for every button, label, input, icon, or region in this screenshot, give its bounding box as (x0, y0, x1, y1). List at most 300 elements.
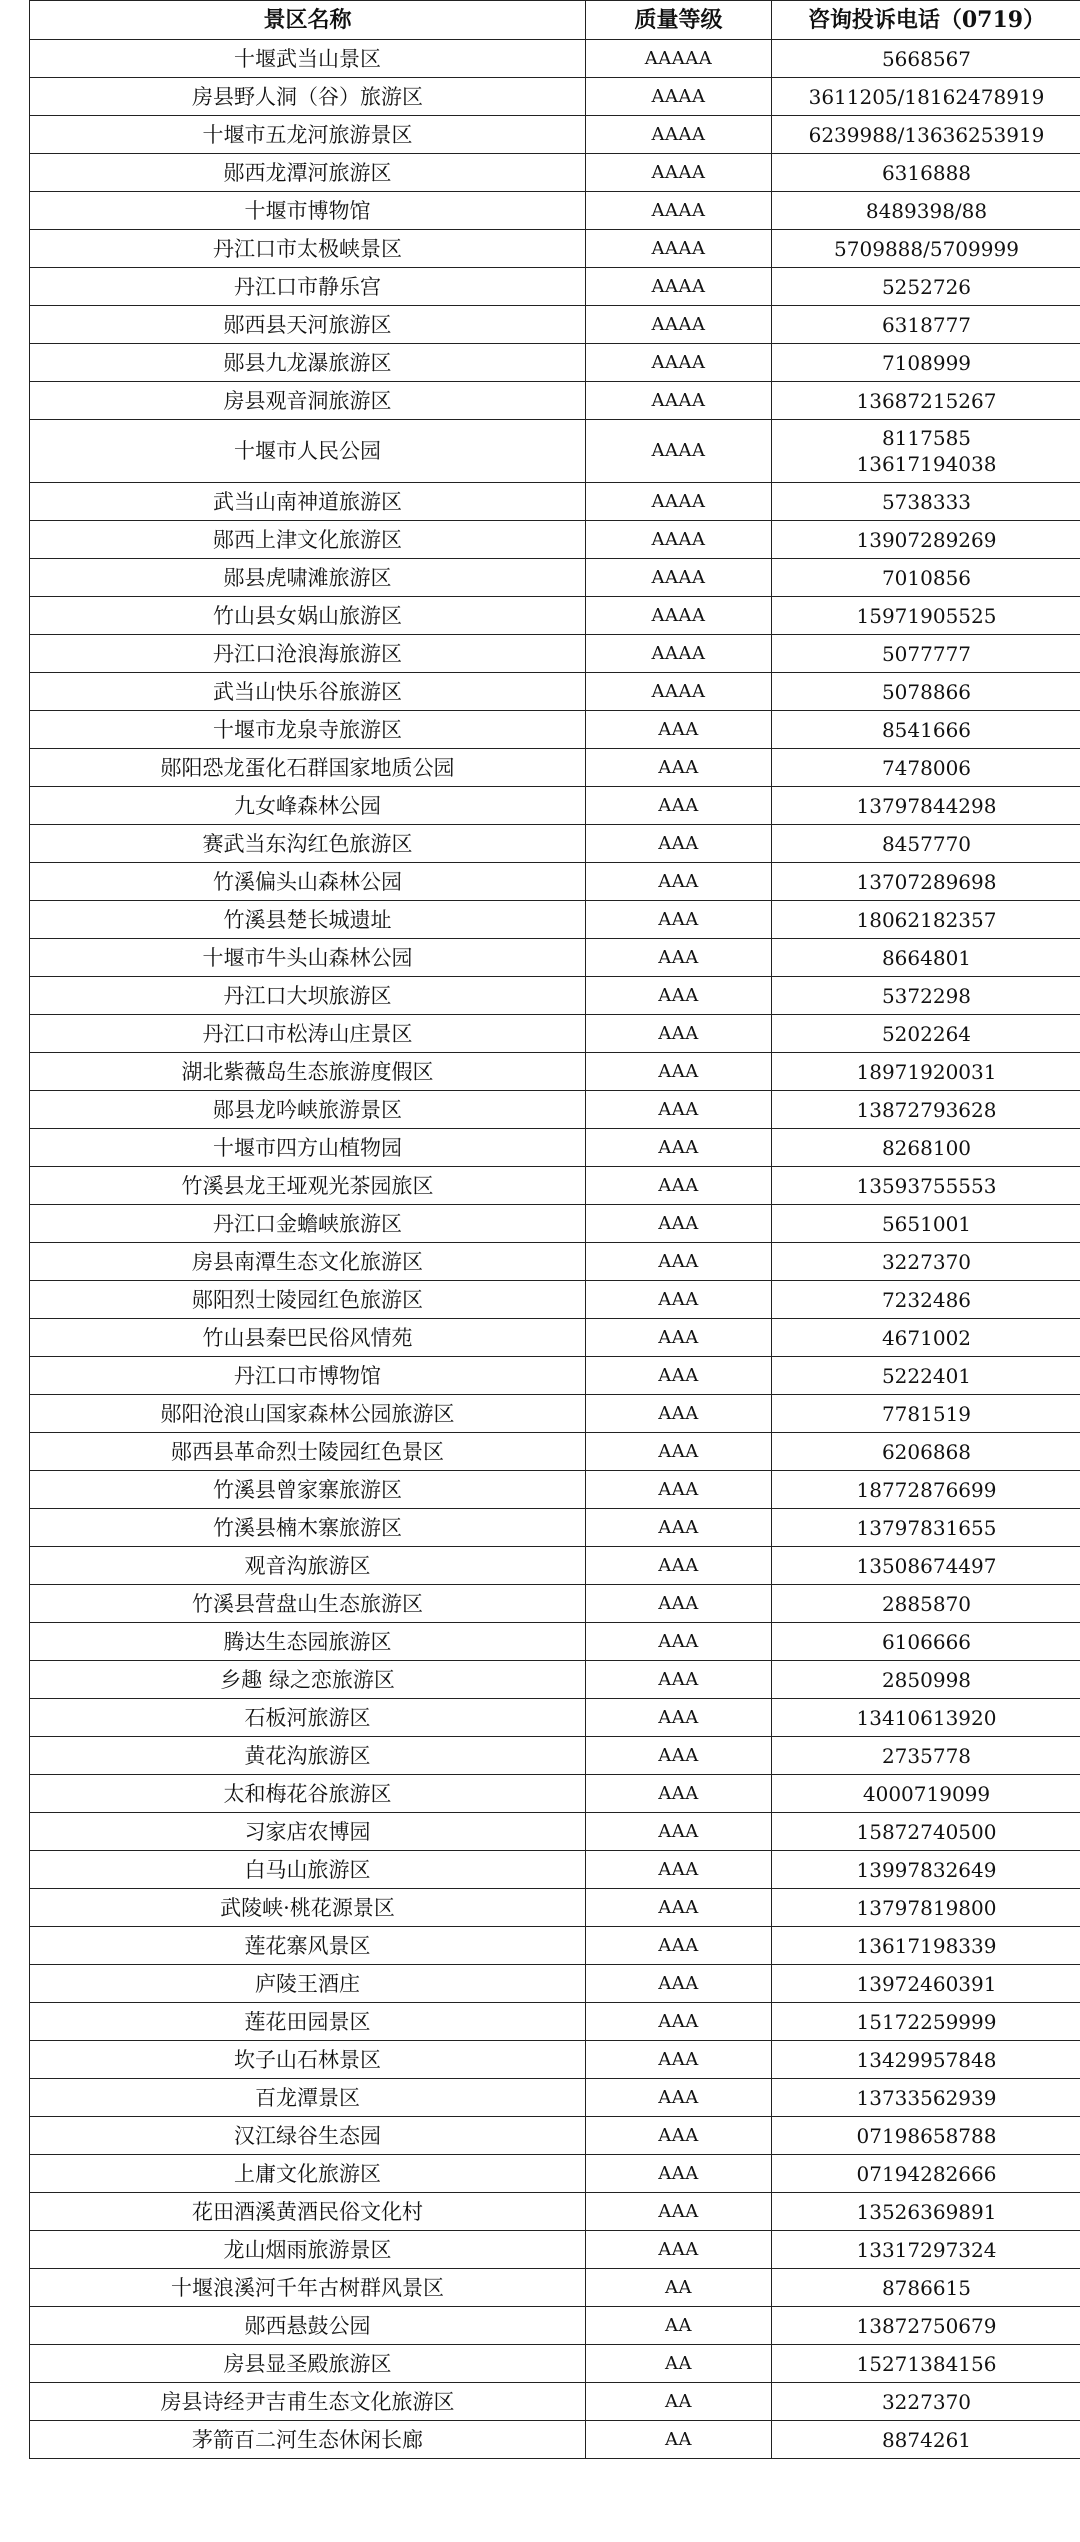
complaint-phone-cell (772, 635, 1080, 673)
complaint-phone-cell (772, 230, 1080, 268)
scenic-name-cell: 龙山烟雨旅游景区 (30, 2231, 586, 2269)
complaint-phone-cell (772, 863, 1080, 901)
phone-number: 5668567 (881, 46, 972, 71)
table-row (30, 192, 1080, 230)
table-row (30, 521, 1080, 559)
scenic-name-cell: 郧县虎啸滩旅游区 (30, 559, 586, 597)
phone-number: 4000719099 (862, 1781, 991, 1806)
phone-number: 6106666 (881, 1629, 972, 1654)
quality-grade-cell: AAA (586, 1053, 772, 1091)
quality-grade-cell: AAAA (586, 116, 772, 154)
scenic-name-cell: 武陵峡·桃花源景区 (30, 1889, 586, 1927)
table-row (30, 673, 1080, 711)
scenic-name-cell: 莲花田园景区 (30, 2003, 586, 2041)
quality-grade-cell: AAAA (586, 382, 772, 420)
quality-grade-cell: AAA (586, 1243, 772, 1281)
phone-number: 13797844298 (856, 793, 997, 818)
quality-grade-cell: AAAA (586, 78, 772, 116)
complaint-phone-cell (772, 673, 1080, 711)
phone-number: 8489398/88 (865, 198, 988, 223)
complaint-phone-cell (772, 1091, 1080, 1129)
complaint-phone-cell (772, 1471, 1080, 1509)
table-row (30, 635, 1080, 673)
phone-number: 18062182357 (856, 907, 997, 932)
phone-number: 7232486 (881, 1287, 972, 1312)
phone-number: 13907289269 (856, 527, 997, 552)
scenic-name-cell: 坎子山石林景区 (30, 2041, 586, 2079)
table-row (30, 2231, 1080, 2269)
table-row (30, 1015, 1080, 1053)
table-row (30, 1091, 1080, 1129)
quality-grade-cell: AAA (586, 1433, 772, 1471)
complaint-phone-cell (772, 1661, 1080, 1699)
scenic-name-cell: 上庸文化旅游区 (30, 2155, 586, 2193)
phone-number: 13593755553 (856, 1173, 997, 1198)
table-row (30, 1547, 1080, 1585)
quality-grade-cell: AAA (586, 2079, 772, 2117)
quality-grade-cell: AAA (586, 1471, 772, 1509)
phone-number: 18772876699 (856, 1477, 997, 1502)
complaint-phone-cell (772, 597, 1080, 635)
quality-grade-cell: AAAAA (586, 40, 772, 78)
phone-number: 13872793628 (856, 1097, 997, 1122)
quality-grade-cell: AAAA (586, 268, 772, 306)
quality-grade-cell: AA (586, 2345, 772, 2383)
scenic-name-cell: 乡趣 绿之恋旅游区 (30, 1661, 586, 1699)
table-row (30, 1965, 1080, 2003)
scenic-name-cell: 腾达生态园旅游区 (30, 1623, 586, 1661)
scenic-name-cell: 丹江口金蟾峡旅游区 (30, 1205, 586, 1243)
complaint-phone-cell (772, 1927, 1080, 1965)
quality-grade-cell: AAAA (586, 420, 772, 483)
scenic-name-cell: 竹山县女娲山旅游区 (30, 597, 586, 635)
table-row (30, 977, 1080, 1015)
scenic-name-cell: 房县南潭生态文化旅游区 (30, 1243, 586, 1281)
phone-number: 07198658788 (856, 2123, 997, 2148)
quality-grade-cell: AAA (586, 1129, 772, 1167)
quality-grade-cell: AAAA (586, 154, 772, 192)
scenic-name-cell: 郧阳恐龙蛋化石群国家地质公园 (30, 749, 586, 787)
complaint-phone-cell (772, 1623, 1080, 1661)
complaint-phone-cell (772, 1129, 1080, 1167)
scenic-spot-table (29, 0, 1080, 2459)
complaint-phone-cell (772, 1851, 1080, 1889)
scenic-name-cell: 十堰武当山景区 (30, 40, 586, 78)
complaint-phone-cell (772, 787, 1080, 825)
scenic-name-cell: 郧阳沧浪山国家森林公园旅游区 (30, 1395, 586, 1433)
phone-number: 6316888 (881, 160, 972, 185)
table-row (30, 2383, 1080, 2421)
quality-grade-cell: AAA (586, 1623, 772, 1661)
scenic-name-cell: 石板河旅游区 (30, 1699, 586, 1737)
table-row (30, 1775, 1080, 1813)
table-row (30, 116, 1080, 154)
quality-grade-cell: AAAA (586, 483, 772, 521)
phone-number: 6318777 (881, 312, 972, 337)
complaint-phone-cell (772, 483, 1080, 521)
quality-grade-cell: AAA (586, 2003, 772, 2041)
scenic-name-cell: 十堰市博物馆 (30, 192, 586, 230)
quality-grade-cell: AAA (586, 711, 772, 749)
scenic-name-cell: 丹江口市松涛山庄景区 (30, 1015, 586, 1053)
scenic-name-cell: 郧县龙吟峡旅游景区 (30, 1091, 586, 1129)
table-row (30, 2079, 1080, 2117)
header-complaint-phone: 咨询投诉电话（0719） (772, 1, 1080, 40)
phone-number: 5738333 (881, 489, 972, 514)
phone-number: 13687215267 (856, 388, 997, 413)
quality-grade-cell: AAA (586, 977, 772, 1015)
scenic-name-cell: 九女峰森林公园 (30, 787, 586, 825)
table-row (30, 1471, 1080, 1509)
table-row (30, 1661, 1080, 1699)
complaint-phone-cell (772, 1167, 1080, 1205)
complaint-phone-cell (772, 2155, 1080, 2193)
scenic-name-cell: 房县显圣殿旅游区 (30, 2345, 586, 2383)
complaint-phone-cell (772, 977, 1080, 1015)
phone-number: 13972460391 (856, 1971, 997, 1996)
scenic-name-cell: 汉江绿谷生态园 (30, 2117, 586, 2155)
scenic-name-cell: 莲花寨风景区 (30, 1927, 586, 1965)
table-row (30, 2307, 1080, 2345)
complaint-phone-cell (772, 1395, 1080, 1433)
phone-number: 6239988/13636253919 (808, 122, 1045, 147)
scenic-name-cell: 赛武当东沟红色旅游区 (30, 825, 586, 863)
scenic-name-cell: 丹江口市静乐宫 (30, 268, 586, 306)
table-row (30, 1319, 1080, 1357)
table-row (30, 1433, 1080, 1471)
quality-grade-cell: AAA (586, 2231, 772, 2269)
complaint-phone-cell (772, 1243, 1080, 1281)
phone-number: 5252726 (881, 274, 972, 299)
scenic-name-cell: 房县观音洞旅游区 (30, 382, 586, 420)
table-row (30, 1889, 1080, 1927)
quality-grade-cell: AAA (586, 1509, 772, 1547)
quality-grade-cell: AAAA (586, 521, 772, 559)
phone-number: 5078866 (881, 679, 972, 704)
quality-grade-cell: AAA (586, 2041, 772, 2079)
phone-number: 3227370 (881, 1249, 972, 1274)
quality-grade-cell: AAA (586, 1889, 772, 1927)
table-row (30, 1281, 1080, 1319)
table-row (30, 40, 1080, 78)
scenic-name-cell: 庐陵王酒庄 (30, 1965, 586, 2003)
table-row (30, 1737, 1080, 1775)
table-row (30, 863, 1080, 901)
complaint-phone-cell (772, 1965, 1080, 2003)
complaint-phone-cell (772, 1737, 1080, 1775)
complaint-phone-cell (772, 344, 1080, 382)
quality-grade-cell: AAA (586, 1965, 772, 2003)
phone-number: 3611205/18162478919 (808, 84, 1045, 109)
quality-grade-cell: AAA (586, 863, 772, 901)
phone-number: 7010856 (881, 565, 972, 590)
table-row (30, 1813, 1080, 1851)
table-row (30, 2117, 1080, 2155)
complaint-phone-cell (772, 420, 1080, 483)
quality-grade-cell: AAA (586, 1319, 772, 1357)
scenic-name-cell: 丹江口大坝旅游区 (30, 977, 586, 1015)
phone-number: 13617198339 (856, 1933, 997, 1958)
phone-number: 13797819800 (856, 1895, 997, 1920)
phone-number: 4671002 (881, 1325, 972, 1350)
complaint-phone-cell (772, 1053, 1080, 1091)
complaint-phone-cell (772, 2307, 1080, 2345)
complaint-phone-cell (772, 1433, 1080, 1471)
complaint-phone-cell (772, 2003, 1080, 2041)
complaint-phone-cell (772, 116, 1080, 154)
complaint-phone-cell (772, 268, 1080, 306)
quality-grade-cell: AAA (586, 1927, 772, 1965)
table-row (30, 1851, 1080, 1889)
phone-number: 13317297324 (856, 2237, 997, 2262)
scenic-name-cell: 武当山南神道旅游区 (30, 483, 586, 521)
table-row (30, 711, 1080, 749)
scenic-name-cell: 花田酒溪黄酒民俗文化村 (30, 2193, 586, 2231)
complaint-phone-cell (772, 1319, 1080, 1357)
complaint-phone-cell (772, 306, 1080, 344)
table-row (30, 2269, 1080, 2307)
quality-grade-cell: AAA (586, 1699, 772, 1737)
phone-number: 13410613920 (856, 1705, 997, 1730)
quality-grade-cell: AAA (586, 825, 772, 863)
quality-grade-cell: AAA (586, 1851, 772, 1889)
table-row (30, 597, 1080, 635)
table-header-row (30, 1, 1080, 40)
scenic-name-cell: 湖北紫薇岛生态旅游度假区 (30, 1053, 586, 1091)
phone-number: 13872750679 (856, 2313, 997, 2338)
phone-number: 15271384156 (856, 2351, 997, 2376)
phone-number: 13526369891 (856, 2199, 997, 2224)
quality-grade-cell: AAA (586, 1547, 772, 1585)
phone-number: 8874261 (881, 2427, 972, 2452)
phone-number: 8786615 (881, 2275, 972, 2300)
quality-grade-cell: AAA (586, 1281, 772, 1319)
phone-number: 8117585 (881, 426, 972, 450)
phone-number: 7108999 (881, 350, 972, 375)
quality-grade-cell: AAA (586, 1015, 772, 1053)
quality-grade-cell: AAA (586, 1775, 772, 1813)
quality-grade-cell: AA (586, 2421, 772, 2459)
table-row (30, 1623, 1080, 1661)
quality-grade-cell: AAA (586, 1661, 772, 1699)
scenic-name-cell: 丹江口沧浪海旅游区 (30, 635, 586, 673)
quality-grade-cell: AAA (586, 939, 772, 977)
quality-grade-cell: AAA (586, 749, 772, 787)
table-row (30, 1395, 1080, 1433)
scenic-name-cell: 郧西上津文化旅游区 (30, 521, 586, 559)
complaint-phone-cell (772, 192, 1080, 230)
complaint-phone-cell (772, 2041, 1080, 2079)
complaint-phone-cell (772, 825, 1080, 863)
quality-grade-cell: AAA (586, 1205, 772, 1243)
quality-grade-cell: AAA (586, 1737, 772, 1775)
phone-number: 5709888/5709999 (834, 236, 1019, 261)
scenic-name-cell: 太和梅花谷旅游区 (30, 1775, 586, 1813)
phone-number: 5651001 (881, 1211, 972, 1236)
phone-number: 7478006 (881, 755, 972, 780)
scenic-name-cell: 百龙潭景区 (30, 2079, 586, 2117)
table-row (30, 268, 1080, 306)
scenic-name-cell: 郧县九龙瀑旅游区 (30, 344, 586, 382)
complaint-phone-cell (772, 2383, 1080, 2421)
phone-number: 15872740500 (856, 1819, 997, 1844)
quality-grade-cell: AAA (586, 1395, 772, 1433)
table-row (30, 901, 1080, 939)
complaint-phone-cell (772, 1699, 1080, 1737)
table-row (30, 1053, 1080, 1091)
quality-grade-cell: AAA (586, 1585, 772, 1623)
complaint-phone-cell (772, 1015, 1080, 1053)
table-row (30, 1585, 1080, 1623)
table-row (30, 559, 1080, 597)
phone-number: 13617194038 (856, 452, 997, 476)
quality-grade-cell: AAA (586, 2193, 772, 2231)
complaint-phone-cell (772, 2345, 1080, 2383)
quality-grade-cell: AAA (586, 787, 772, 825)
table-row (30, 2041, 1080, 2079)
phone-number: 13508674497 (856, 1553, 997, 1578)
table-row (30, 1357, 1080, 1395)
scenic-name-cell: 竹溪偏头山森林公园 (30, 863, 586, 901)
phone-number: 5202264 (881, 1021, 972, 1046)
complaint-phone-cell (772, 521, 1080, 559)
scenic-name-cell: 习家店农博园 (30, 1813, 586, 1851)
quality-grade-cell: AAAA (586, 192, 772, 230)
complaint-phone-cell (772, 939, 1080, 977)
table-row (30, 154, 1080, 192)
scenic-name-cell: 武当山快乐谷旅游区 (30, 673, 586, 711)
phone-number: 07194282666 (856, 2161, 997, 2186)
scenic-name-cell: 郧西县天河旅游区 (30, 306, 586, 344)
complaint-phone-cell (772, 1813, 1080, 1851)
scenic-name-cell: 竹溪县龙王垭观光茶园旅区 (30, 1167, 586, 1205)
scenic-name-cell: 郧西县革命烈士陵园红色景区 (30, 1433, 586, 1471)
complaint-phone-cell (772, 1205, 1080, 1243)
quality-grade-cell: AAA (586, 2117, 772, 2155)
quality-grade-cell: AA (586, 2307, 772, 2345)
table-row (30, 78, 1080, 116)
scenic-name-cell: 十堰市四方山植物园 (30, 1129, 586, 1167)
scenic-name-cell: 郧西悬鼓公园 (30, 2307, 586, 2345)
quality-grade-cell: AAA (586, 901, 772, 939)
quality-grade-cell: AAAA (586, 635, 772, 673)
scenic-name-cell: 房县诗经尹吉甫生态文化旅游区 (30, 2383, 586, 2421)
scenic-name-cell: 竹山县秦巴民俗风情苑 (30, 1319, 586, 1357)
scenic-name-cell: 十堰市人民公园 (30, 420, 586, 483)
phone-number: 8268100 (881, 1135, 972, 1160)
quality-grade-cell: AAAA (586, 344, 772, 382)
phone-number: 7781519 (881, 1401, 972, 1426)
table-row (30, 2193, 1080, 2231)
phone-number: 5372298 (881, 983, 972, 1008)
phone-number: 8457770 (881, 831, 972, 856)
quality-grade-cell: AAA (586, 1813, 772, 1851)
complaint-phone-cell (772, 1889, 1080, 1927)
complaint-phone-cell (772, 40, 1080, 78)
complaint-phone-cell (772, 2231, 1080, 2269)
scenic-name-cell: 白马山旅游区 (30, 1851, 586, 1889)
phone-number: 2735778 (881, 1743, 972, 1768)
phone-number: 18971920031 (856, 1059, 997, 1084)
quality-grade-cell: AA (586, 2383, 772, 2421)
table-row (30, 749, 1080, 787)
scenic-name-cell: 黄花沟旅游区 (30, 1737, 586, 1775)
phone-number: 3227370 (881, 2389, 972, 2414)
phone-number: 13707289698 (856, 869, 997, 894)
scenic-name-cell: 竹溪县营盘山生态旅游区 (30, 1585, 586, 1623)
complaint-phone-cell (772, 1775, 1080, 1813)
scenic-name-cell: 丹江口市博物馆 (30, 1357, 586, 1395)
complaint-phone-cell (772, 2193, 1080, 2231)
table-row (30, 483, 1080, 521)
phone-number: 13997832649 (856, 1857, 997, 1882)
complaint-phone-cell (772, 154, 1080, 192)
table-row (30, 1129, 1080, 1167)
table-row (30, 1243, 1080, 1281)
scenic-name-cell: 房县野人洞（谷）旅游区 (30, 78, 586, 116)
scenic-name-cell: 茅箭百二河生态休闲长廊 (30, 2421, 586, 2459)
quality-grade-cell: AAA (586, 2155, 772, 2193)
table-row (30, 420, 1080, 483)
phone-number: 2850998 (881, 1667, 972, 1692)
phone-number: 5077777 (881, 641, 972, 666)
quality-grade-cell: AAA (586, 1167, 772, 1205)
scenic-name-cell: 郧阳烈士陵园红色旅游区 (30, 1281, 586, 1319)
complaint-phone-cell (772, 559, 1080, 597)
phone-number: 6206868 (881, 1439, 972, 1464)
phone-number: 8664801 (881, 945, 972, 970)
scenic-name-cell: 十堰市五龙河旅游景区 (30, 116, 586, 154)
table-row (30, 2155, 1080, 2193)
complaint-phone-cell (772, 1281, 1080, 1319)
scenic-name-cell: 竹溪县楚长城遗址 (30, 901, 586, 939)
scenic-name-cell: 丹江口市太极峡景区 (30, 230, 586, 268)
table-row (30, 787, 1080, 825)
scenic-name-cell: 郧西龙潭河旅游区 (30, 154, 586, 192)
table-row (30, 306, 1080, 344)
table-row (30, 939, 1080, 977)
table-row (30, 382, 1080, 420)
quality-grade-cell: AAAA (586, 230, 772, 268)
table-row (30, 1699, 1080, 1737)
complaint-phone-cell (772, 2269, 1080, 2307)
quality-grade-cell: AA (586, 2269, 772, 2307)
scenic-name-cell: 观音沟旅游区 (30, 1547, 586, 1585)
phone-number: 8541666 (881, 717, 972, 742)
quality-grade-cell: AAAA (586, 306, 772, 344)
complaint-phone-cell (772, 78, 1080, 116)
complaint-phone-cell (772, 1547, 1080, 1585)
table-row (30, 825, 1080, 863)
quality-grade-cell: AAA (586, 1357, 772, 1395)
quality-grade-cell: AAAA (586, 673, 772, 711)
complaint-phone-cell (772, 1585, 1080, 1623)
table-row (30, 2421, 1080, 2459)
phone-number: 15172259999 (856, 2009, 997, 2034)
complaint-phone-cell (772, 749, 1080, 787)
phone-number: 5222401 (881, 1363, 972, 1388)
complaint-phone-cell (772, 2117, 1080, 2155)
complaint-phone-cell (772, 901, 1080, 939)
table-row (30, 1509, 1080, 1547)
table-row (30, 230, 1080, 268)
complaint-phone-cell (772, 711, 1080, 749)
quality-grade-cell: AAAA (586, 597, 772, 635)
scenic-name-cell: 十堰市牛头山森林公园 (30, 939, 586, 977)
table-row (30, 1927, 1080, 1965)
complaint-phone-cell (772, 2079, 1080, 2117)
scenic-name-cell: 十堰市龙泉寺旅游区 (30, 711, 586, 749)
